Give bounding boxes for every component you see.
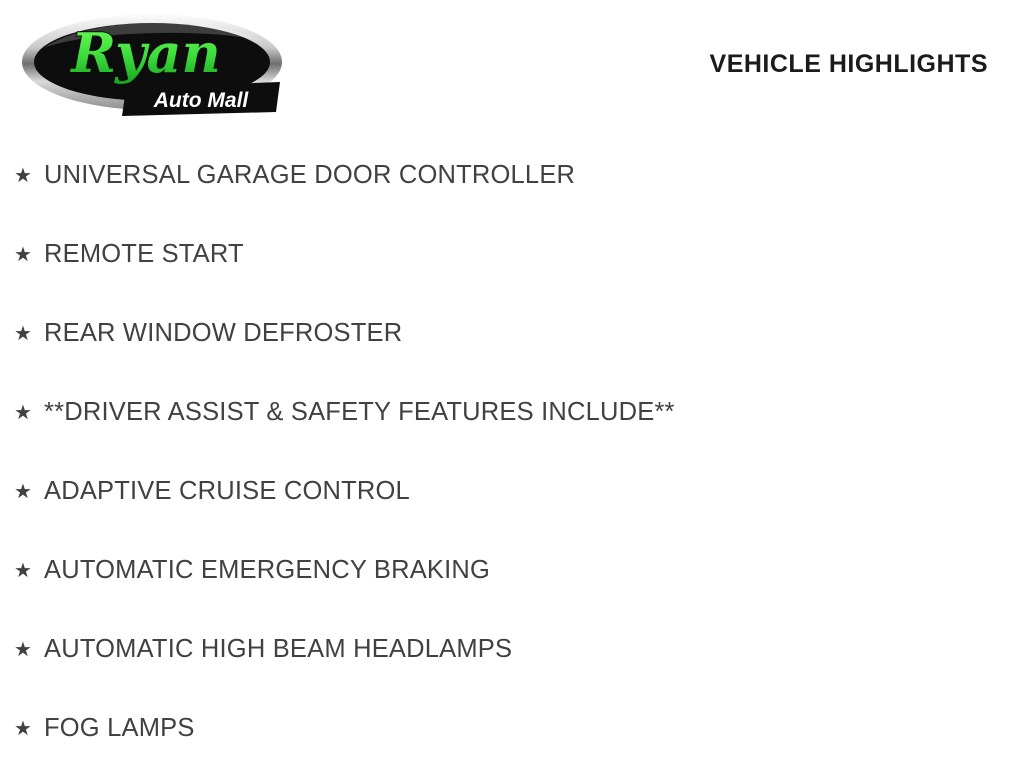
star-icon: ★: [14, 164, 32, 187]
star-icon: ★: [14, 401, 32, 424]
star-icon: ★: [14, 717, 32, 740]
star-icon: ★: [14, 322, 32, 345]
list-item-label: ADAPTIVE CRUISE CONTROL: [44, 477, 410, 506]
list-item: [0, 215, 1024, 294]
page-title: VEHICLE HIGHLIGHTS: [709, 50, 988, 78]
star-icon: ★: [14, 638, 32, 661]
list-item: [0, 452, 1024, 531]
list-item-label: REMOTE START: [44, 240, 244, 269]
list-item: [0, 136, 1024, 215]
list-item: [0, 689, 1024, 768]
svg-text:Auto Mall: Auto Mall: [153, 89, 249, 112]
list-item-label: AUTOMATIC EMERGENCY BRAKING: [44, 556, 491, 585]
svg-text:Ryan: Ryan: [71, 21, 221, 85]
list-item: [0, 373, 1024, 452]
list-item: [0, 610, 1024, 689]
list-item-label: AUTOMATIC HIGH BEAM HEADLAMPS: [44, 635, 513, 664]
vehicle-highlights-list: [0, 136, 1024, 768]
star-icon: ★: [14, 480, 32, 503]
list-item: [0, 531, 1024, 610]
star-icon: ★: [14, 559, 32, 582]
list-item-label: **DRIVER ASSIST & SAFETY FEATURES INCLUDE**: [44, 398, 675, 427]
ryan-auto-mall-logo-icon: [18, 8, 286, 124]
page-header: [0, 0, 1024, 130]
list-item: [0, 294, 1024, 373]
star-icon: ★: [14, 243, 32, 266]
list-item-label: REAR WINDOW DEFROSTER: [44, 319, 403, 348]
list-item-label: UNIVERSAL GARAGE DOOR CONTROLLER: [44, 161, 576, 190]
list-item-label: FOG LAMPS: [44, 714, 195, 743]
